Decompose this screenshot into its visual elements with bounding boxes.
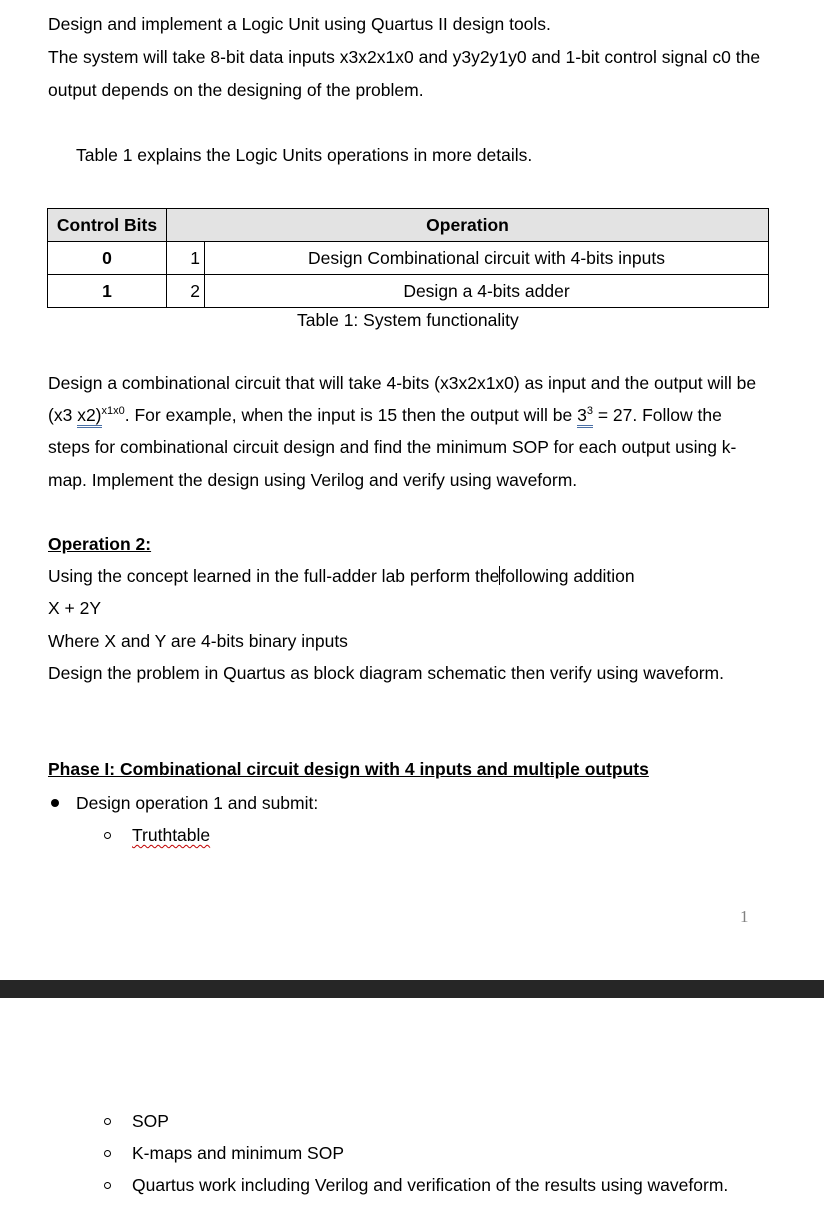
op1-line-2: (x3 x2)$^{x1x0}$. For example, when the input is 15 then the output will be $3^3 = 27$. Follow the	[48, 405, 722, 426]
intro-line-2: The system will take 8-bit data inputs x3x2x1x0 and y3y2y1y0 and 1-bit control signal c0 the	[48, 47, 761, 67]
sub-item-quartus: Quartus work including Verilog and verification of the results using waveform.	[132, 1175, 729, 1195]
page-number: 1	[740, 907, 749, 926]
op2-line-2: X + 2Y	[48, 598, 102, 618]
bullet-circle-icon	[104, 832, 111, 839]
table-header-row	[48, 209, 769, 242]
sub-item-kmaps: K-maps and minimum SOP	[132, 1143, 345, 1163]
op1-line-1: Design a combinational circuit that will take 4-bits (x3x2x1x0) as input and the output will be	[48, 373, 757, 393]
bullet-circle-icon	[104, 1118, 111, 1125]
page-break-bar	[0, 980, 824, 998]
table-row	[48, 275, 769, 308]
cell-control: 1	[48, 275, 167, 308]
intro-line-1: Design and implement a Logic Unit using Quartus II design tools.	[48, 14, 551, 34]
op1-line-3: steps for combinational circuit design and find the minimum SOP for each output using k-	[48, 437, 737, 457]
bullet-circle-icon	[104, 1150, 111, 1157]
op2-line-3: Where X and Y are 4-bits binary inputs	[48, 631, 348, 651]
phase1-title: Phase I: Combinational circuit design with 4 inputs and multiple outputs	[48, 759, 649, 779]
intro-line-3: output depends on the designing of the problem.	[48, 80, 424, 100]
phase1-bullet: Design operation 1 and submit:	[76, 793, 319, 813]
op2-title: Operation 2:	[48, 534, 152, 554]
header-operation: Operation	[167, 209, 769, 242]
table-intro: Table 1 explains the Logic Units operations in more details.	[76, 145, 533, 165]
op1-line-4: map. Implement the design using Verilog and verify using waveform.	[48, 470, 578, 490]
cell-operation: Design Combinational circuit with 4-bits inputs	[205, 242, 769, 275]
bullet-circle-icon	[104, 1182, 111, 1189]
bullet-dot-icon	[51, 799, 59, 807]
operations-table	[47, 208, 769, 308]
cell-number: 2	[167, 275, 205, 308]
op2-line-1: Using the concept learned in the full-adder lab perform thefollowing addition	[48, 566, 635, 586]
table-row	[48, 242, 769, 275]
cell-control: 0	[48, 242, 167, 275]
sub-item-sop: SOP	[132, 1111, 169, 1131]
header-control-bits: Control Bits	[48, 209, 167, 242]
cell-number: 1	[167, 242, 205, 275]
sub-item-truthtable: Truthtable	[132, 825, 211, 845]
table-caption: Table 1: System functionality	[297, 310, 519, 330]
op2-line-4: Design the problem in Quartus as block diagram schematic then verify using waveform.	[48, 663, 724, 683]
cell-operation: Design a 4-bits adder	[205, 275, 769, 308]
